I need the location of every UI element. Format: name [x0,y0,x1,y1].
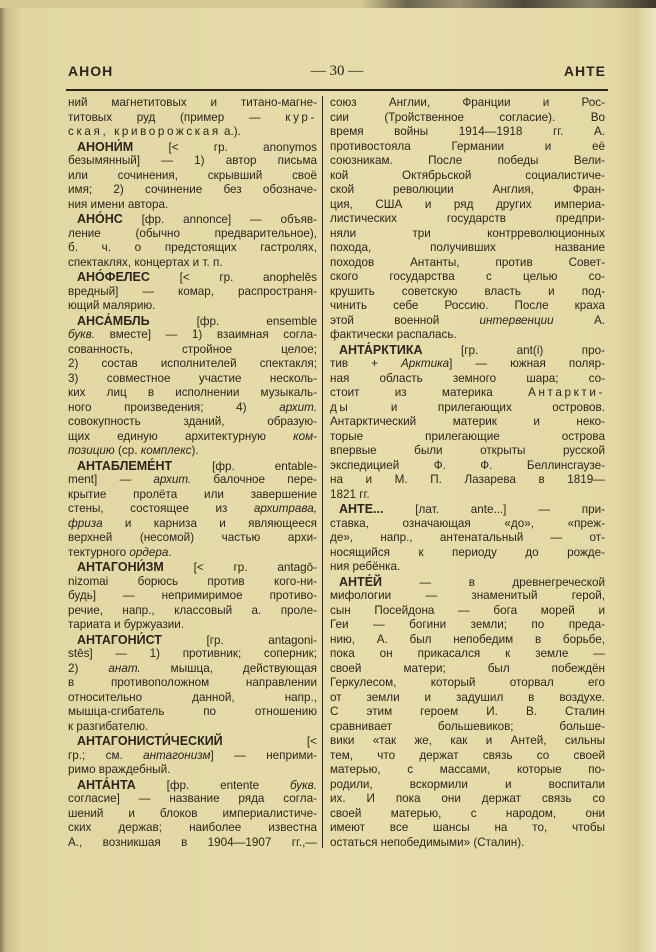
text-segment: [фр. annonce] — объяв- [122,213,317,226]
text-segment: [гр. antagoni- [161,633,317,647]
headword: АНТАГОНИ́ЗМ [77,560,164,574]
text-segment: Геи — богини земли; по преда- [330,618,605,631]
text-line [68,488,317,503]
text-line [68,517,317,532]
text-segment: сованность, стройное целое; [68,342,317,356]
right-column [330,96,605,850]
headword: АНТАБЛЕМЕ́НТ [77,458,173,473]
spaced-emphasis: ды [330,400,351,414]
text-line [330,821,605,836]
text-line [330,256,605,271]
text-segment: балочное пере- [191,473,317,486]
text-line [68,575,317,590]
italic-term: букв. [289,778,317,792]
text-segment: тем, что держат связь со своей [330,748,605,762]
text-line [68,546,317,561]
text-line [68,734,317,749]
text-segment: шений и блоков империалистиче- [68,806,317,820]
text-segment: стены, состоящее из [68,502,254,515]
text-segment: родили, вскормили и воспитали [330,777,605,791]
italic-term: архитрава, [253,502,317,515]
text-line [68,720,317,735]
text-segment: впервые были открыты русской [330,444,605,457]
text-segment: сын Посейдона — бога морей и [330,603,605,617]
italic-term: комплекс [140,444,192,457]
text-line [330,183,605,198]
text-line [330,633,605,648]
dictionary-entry [330,96,605,343]
text-line [68,792,317,807]
text-line [68,357,317,372]
text-line [330,459,605,474]
text-line [68,372,317,387]
text-line [330,212,605,227]
text-line [68,343,317,358]
text-line [330,270,605,285]
spaced-emphasis: ская, криворожская [68,125,221,138]
text-segment: речие, напр., классовый а. проле- [68,603,317,617]
text-line [330,560,605,575]
text-segment: а.). [220,125,241,138]
text-line [330,546,605,561]
text-segment: экспедицией Ф. Ф. Беллинсгаузе- [330,458,605,472]
text-segment: гр.; см. [68,748,144,762]
text-line [330,125,605,140]
text-segment: ление (обычно предварительное), [68,226,317,240]
text-segment: [< [222,735,317,748]
text-line [330,575,605,590]
italic-term: анат. [108,661,141,675]
italic-term: ком- [293,429,317,443]
text-segment: к разгибателю. [68,719,149,733]
text-line [330,343,605,358]
text-segment: [фр. ensemble [149,314,317,328]
text-line [68,604,317,619]
text-segment: щих единую архитектурную [68,429,294,443]
text-segment: тариата и буржуазии. [68,618,185,631]
text-segment: [< гр. anonymos [133,140,317,154]
text-segment: римо враждебный. [68,763,171,776]
text-line [68,183,317,198]
text-line [68,299,317,314]
text-line [68,444,317,459]
text-line [330,386,605,401]
column-divider [322,96,323,848]
text-line [68,459,317,474]
text-segment: [гр. ant(i) про- [422,343,605,357]
text-segment: титовых руд (пример — [68,110,286,124]
page-number: — 30 — [310,63,364,79]
text-segment: от земли и задушил в воздухе. [330,690,605,704]
text-segment: союзникам. После победы Вели- [330,154,605,167]
text-segment: [< гр. antagō- [163,561,317,574]
text-segment: своей матери; был побеждён [330,661,605,675]
text-line [68,401,317,416]
text-line [68,647,317,662]
text-segment: их. И пока они держат связь со [330,792,605,805]
text-line [330,807,605,822]
text-line [68,154,317,169]
text-line [330,734,605,749]
text-segment: согласие] — название ряда согла- [68,792,317,805]
text-segment: будь] — непримиримое противо- [68,589,317,602]
text-segment: Геркулесом, который оторвал его [330,676,605,689]
italic-term: ордера [129,545,169,559]
italic-term: архит. [279,400,317,414]
text-segment: [< гр. anophelēs [149,271,317,284]
left-column [68,96,317,850]
headword: АНТА́НТА [77,777,136,792]
headword: АНТА́РКТИКА [339,342,423,357]
text-segment: б. ч. о предстоящих гастролях, [68,241,317,254]
text-line [330,169,605,184]
dictionary-entry [68,560,317,633]
text-line [68,96,317,111]
spaced-emphasis: кур- [285,110,317,124]
text-segment: мышца-сгибатель по отношению [68,705,317,718]
running-header [68,63,606,83]
text-segment: фактически распалась. [330,328,457,341]
text-segment: ских держав; наиболее известна [68,821,317,834]
italic-term: фриза [68,516,103,530]
headword: АНО́ФЕЛЕС [77,270,150,284]
text-segment: похода, получивших название [330,241,605,254]
book-edge-shadow [0,0,656,8]
text-segment: ющий малярию. [68,299,156,312]
text-segment: ная область земного шара; со- [330,371,605,385]
text-segment: А., возникшая в 1904—1907 гг.,— [68,835,317,849]
text-segment: время войны 1914—1918 гг. А. [330,125,605,138]
italic-term: Арктика [400,357,450,370]
text-segment: мифологии — знаменитый герой, [330,589,605,602]
text-segment: ment] — [68,473,154,486]
text-line [68,705,317,720]
text-line [330,720,605,735]
text-segment: своей матерью, с народом, они [330,806,605,820]
text-line [330,691,605,706]
text-line [68,560,317,575]
text-line [330,488,605,503]
text-segment: ской революции Англия, Фран- [330,183,605,196]
text-line [68,821,317,836]
text-segment: де», напр., антенатальный — от- [330,531,605,544]
header-last-word: АНТЕ [563,63,606,79]
text-segment: и прилегающих островов. [350,400,605,414]
text-segment: остаться непобедимыми» (Сталин). [330,835,525,849]
text-segment: имя; 2) сочинение без обозначе- [68,183,317,196]
text-segment: безымянный] — 1) автор письма [68,154,317,167]
text-line [330,763,605,778]
text-line [330,415,605,430]
text-line [68,430,317,445]
text-segment: ния имени автора. [68,197,169,211]
italic-term: архит. [153,473,192,486]
text-line [330,140,605,155]
dictionary-entry [68,270,317,314]
text-line [330,749,605,764]
text-segment: вредный] — комар, распространя- [68,284,317,298]
text-segment: матерью, с массами, которые по- [330,763,605,776]
text-segment: ского государства с целью со- [330,270,605,283]
text-line [68,415,317,430]
text-line [330,531,605,546]
text-segment: или сочинения, скрывший своё [68,168,317,182]
text-line [330,676,605,691]
text-segment: вики «так же, как и Антей, сильны [330,734,605,747]
dictionary-entry [330,343,605,503]
text-line [330,328,605,343]
text-segment: ] — неприми- [210,748,317,762]
text-line [68,314,317,329]
headword: АНОНИ́М [77,139,134,154]
text-segment: (ср. [114,444,141,457]
text-line [330,96,605,111]
text-segment: ний магнетитовых и титано-магне- [68,96,317,109]
text-segment: относительно данной, напр., [68,690,317,704]
text-segment: мышца, действующая [140,661,317,675]
headword: АНТЕ... [339,502,384,516]
italic-term: интервенции [479,313,554,327]
dictionary-entry [68,212,317,270]
text-segment: спектаклях, концертах и т. п. [68,255,223,269]
text-line [68,502,317,517]
headword: АНСА́МБЛЬ [77,313,150,328]
text-line [68,531,317,546]
text-segment: — в древнегреческой [382,575,605,589]
text-line [330,299,605,314]
italic-term: букв. [68,328,96,341]
text-line [330,618,605,633]
text-line [68,140,317,155]
text-segment: stēs] — 1) противник; соперник; [68,647,317,660]
text-line [68,763,317,778]
text-line [330,662,605,677]
dictionary-entry [330,575,605,851]
text-segment: А. [553,313,605,327]
text-line [330,372,605,387]
text-line [68,111,317,126]
text-line [330,792,605,807]
spaced-emphasis: Антаркти- [528,386,605,399]
text-segment: имеют все шансы на то, чтобы [330,821,605,834]
text-segment: С этим героем И. В. Сталин [330,705,605,718]
text-segment: сравнивает большевиков; больше- [330,719,605,733]
italic-term: позицию [68,444,115,457]
text-line [68,676,317,691]
dictionary-entry [68,140,317,213]
text-line [68,589,317,604]
text-segment: 2) состав исполнителей спектакля; [68,357,317,370]
text-segment: ция, США и ряд других империа- [330,197,605,211]
text-segment: носящийся к периоду до рожде- [330,545,605,559]
text-line [330,198,605,213]
text-line [330,357,605,372]
text-line [330,430,605,445]
text-segment: 2) [68,661,109,675]
header-rule [66,89,608,91]
text-line [68,778,317,793]
dictionary-entry [68,778,317,851]
text-segment: тив + [330,357,401,370]
text-line [68,386,317,401]
text-line [68,256,317,271]
text-line [330,836,605,851]
text-segment: 1821 гг. [330,487,370,501]
headword: АНО́НС [77,212,123,226]
text-segment: походов Антанты, против Совет- [330,255,605,269]
text-segment: кой Октябрьской социалистиче- [330,168,605,182]
text-line [68,618,317,633]
text-line [68,836,317,851]
text-segment: ния ребёнка. [330,560,401,573]
text-line [68,807,317,822]
text-segment: ] — южная поляр- [449,357,605,370]
text-segment: . [168,545,172,559]
text-line [68,662,317,677]
text-line [330,444,605,459]
text-line [330,517,605,532]
text-segment: ного произведения; 4) [68,400,280,414]
text-segment: няли три контрреволюционных [330,226,605,240]
text-segment: крытие пролёта или завершение [68,487,317,501]
text-segment: торые прилегающие острова [330,429,605,443]
text-line [330,227,605,242]
text-line [68,749,317,764]
dictionary-entry [68,314,317,459]
dictionary-entry [68,633,317,735]
text-line [330,111,605,126]
text-segment: чинить себе Россию. После краха [330,299,605,312]
text-segment: крушить советскую власть и под- [330,284,605,298]
text-line [68,270,317,285]
text-line [68,473,317,488]
text-segment: в противоположном направлении [68,676,317,689]
text-line [68,633,317,648]
text-line [68,285,317,300]
text-segment: тектурного [68,545,130,559]
text-line [330,401,605,416]
dictionary-entry [330,502,605,575]
text-segment: верхней (несомой) частью архи- [68,531,317,544]
text-segment: и карниза и являющееся [102,516,317,530]
text-line [330,154,605,169]
dictionary-entry [68,459,317,561]
text-segment: противостояла Германии и её [330,139,605,153]
text-line [68,169,317,184]
text-segment: ставка, означающая «до», «преж- [330,516,605,530]
text-line [330,604,605,619]
header-first-word: АНОН [68,63,114,79]
text-segment: союз Англии, Франции и Рос- [330,96,605,109]
text-line [330,285,605,300]
headword: АНТЕ́Й [339,574,383,589]
text-line [330,314,605,329]
text-line [330,241,605,256]
text-line [68,328,317,343]
italic-term: антагонизм [143,748,211,762]
text-segment: пока он прикасался к земле — [330,647,605,660]
text-line [330,705,605,720]
text-segment: вместе] — 1) взаимная согла- [95,328,317,341]
text-line [68,241,317,256]
headword: АНТАГОНИ́СТ [77,632,162,647]
text-line [330,778,605,793]
text-line [68,212,317,227]
text-segment: совокупность зданий, образую- [68,415,317,428]
text-line [68,125,317,140]
dictionary-entry [68,96,317,140]
text-segment: листических государств предпри- [330,212,605,225]
text-segment: нию, А. был непобедим в борьбе, [330,632,605,646]
text-line [330,473,605,488]
text-segment: [фр. entente [135,778,290,792]
text-segment: этой военной [330,313,480,327]
headword: АНТАГОНИСТИ́ЧЕСКИЙ [77,734,223,748]
text-line [330,647,605,662]
text-segment: 3) совместное участие несколь- [68,371,317,385]
text-line [330,502,605,517]
text-segment: Антарктический материк и неко- [330,415,605,428]
text-segment: сии (Тройственное согласие). Во [330,110,605,124]
text-segment: nizomai борюсь против кого-ни- [68,574,317,588]
text-segment: ). [191,444,199,457]
text-segment: ких лиц в исполнении музыкаль- [68,386,317,399]
text-segment: на и М. П. Лазарева в 1819— [330,473,605,486]
text-segment: стоит из материка [330,386,529,399]
text-segment: [лат. ante...] — при- [383,503,605,516]
dictionary-entry [68,734,317,778]
text-line [330,589,605,604]
text-line [68,691,317,706]
text-line [68,198,317,213]
text-segment: [фр. entable- [172,459,317,473]
text-line [68,227,317,242]
